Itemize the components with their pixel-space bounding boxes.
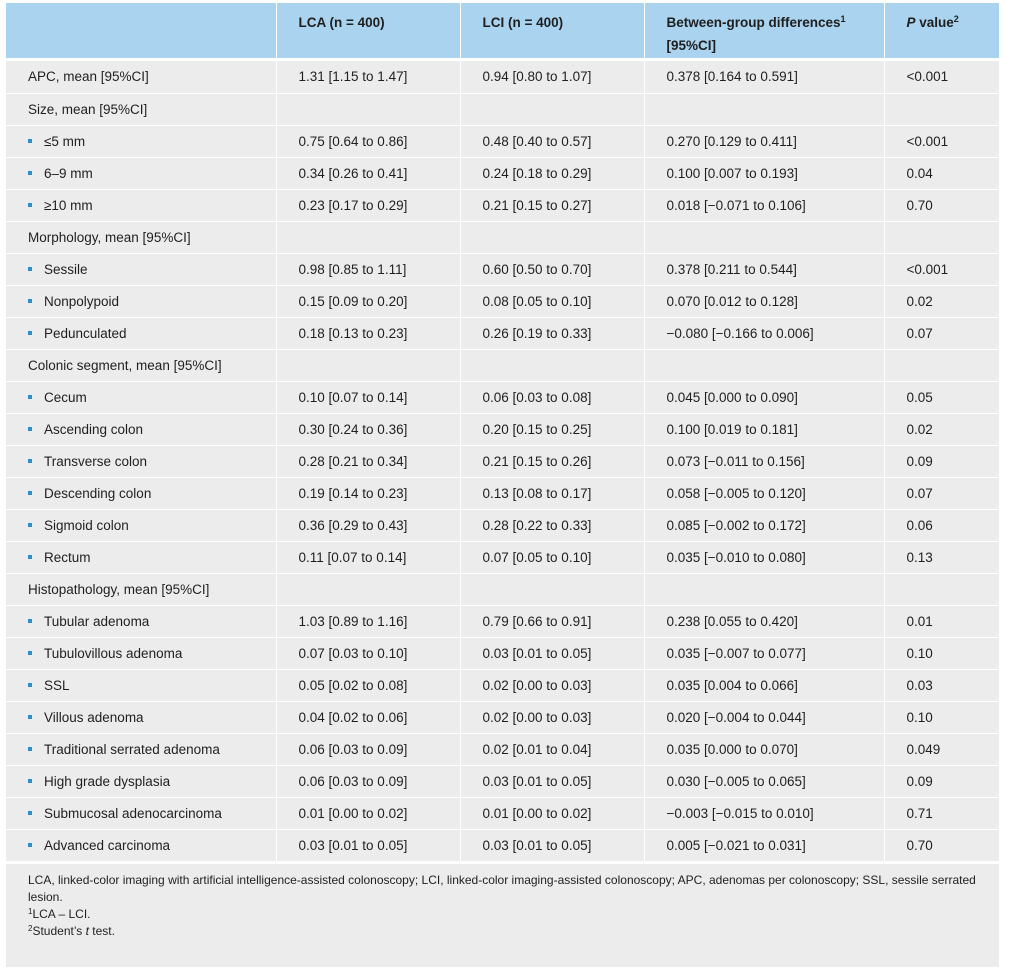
header-p-rest: value	[915, 15, 954, 30]
lci-value: 0.94 [0.80 to 1.07]	[460, 59, 644, 93]
between-group-difference: 0.020 [−0.004 to 0.044]	[644, 701, 884, 733]
p-value: 0.01	[884, 605, 999, 637]
header-group	[6, 3, 276, 59]
lca-value: 0.34 [0.26 to 0.41]	[276, 157, 460, 189]
lci-value: 0.24 [0.18 to 0.29]	[460, 157, 644, 189]
table-row	[6, 541, 999, 573]
header-p-letter: P	[906, 15, 916, 30]
row-label: Cecum	[44, 389, 87, 405]
table-row	[6, 733, 999, 765]
lci-value: 0.79 [0.66 to 0.91]	[460, 605, 644, 637]
between-group-difference: 0.058 [−0.005 to 0.120]	[644, 477, 884, 509]
lci-value: 0.21 [0.15 to 0.27]	[460, 189, 644, 221]
row-label-cell	[6, 477, 276, 509]
row-label-cell	[6, 829, 276, 861]
empty-cell	[884, 349, 999, 381]
bullet-icon	[28, 523, 32, 527]
empty-cell	[884, 93, 999, 125]
table-row	[6, 253, 999, 285]
row-label: Descending colon	[44, 485, 152, 501]
header-lci: LCI (n = 400)	[460, 3, 644, 59]
empty-cell	[460, 349, 644, 381]
section-label: Morphology, mean [95%CI]	[6, 221, 276, 253]
section-row	[6, 349, 999, 381]
empty-cell	[884, 221, 999, 253]
bullet-icon	[28, 459, 32, 463]
header-diff-line2: [95%CI]	[666, 38, 717, 53]
table-row	[6, 797, 999, 829]
bullet-icon	[28, 395, 32, 399]
row-label-cell	[6, 253, 276, 285]
footnote-1-marker: 1	[28, 907, 33, 916]
row-label-cell	[6, 637, 276, 669]
between-group-difference: 0.035 [0.004 to 0.066]	[644, 669, 884, 701]
row-label: APC, mean [95%CI]	[28, 69, 149, 84]
header-between-group-differences	[644, 3, 884, 59]
row-label-cell	[6, 733, 276, 765]
p-value: 0.09	[884, 445, 999, 477]
bullet-icon	[28, 811, 32, 815]
section-label: Size, mean [95%CI]	[6, 93, 276, 125]
lca-value: 1.31 [1.15 to 1.47]	[276, 59, 460, 93]
lca-value: 0.10 [0.07 to 0.14]	[276, 381, 460, 413]
row-label: SSL	[44, 677, 70, 693]
table-row	[6, 509, 999, 541]
row-label-cell	[6, 605, 276, 637]
lca-value: 0.01 [0.00 to 0.02]	[276, 797, 460, 829]
p-value: 0.10	[884, 701, 999, 733]
lci-value: 0.07 [0.05 to 0.10]	[460, 541, 644, 573]
row-label-cell	[6, 189, 276, 221]
lca-value: 0.04 [0.02 to 0.06]	[276, 701, 460, 733]
table-row	[6, 765, 999, 797]
lci-value: 0.03 [0.01 to 0.05]	[460, 829, 644, 861]
footnote-1-text: LCA – LCI.	[32, 907, 91, 921]
row-label: Rectum	[44, 549, 91, 565]
lci-value: 0.02 [0.00 to 0.03]	[460, 701, 644, 733]
row-label-cell	[6, 125, 276, 157]
header-diff-footnote-marker: 1	[840, 14, 846, 24]
table-row	[6, 701, 999, 733]
row-label: Tubular adenoma	[44, 613, 150, 629]
p-value: 0.07	[884, 317, 999, 349]
lca-value: 0.07 [0.03 to 0.10]	[276, 637, 460, 669]
p-value: <0.001	[884, 253, 999, 285]
lci-value: 0.02 [0.00 to 0.03]	[460, 669, 644, 701]
between-group-difference: 0.030 [−0.005 to 0.065]	[644, 765, 884, 797]
table-header	[6, 3, 999, 59]
between-group-difference: 0.070 [0.012 to 0.128]	[644, 285, 884, 317]
row-label: Tubulovillous adenoma	[44, 645, 183, 661]
empty-cell	[460, 221, 644, 253]
between-group-difference: 0.378 [0.211 to 0.544]	[644, 253, 884, 285]
between-group-difference: 0.378 [0.164 to 0.591]	[644, 59, 884, 93]
row-label-cell	[6, 157, 276, 189]
empty-cell	[644, 221, 884, 253]
bullet-icon	[28, 651, 32, 655]
footnote-2-marker: 2	[28, 924, 33, 933]
table-row	[6, 445, 999, 477]
lca-value: 0.06 [0.03 to 0.09]	[276, 733, 460, 765]
bullet-icon	[28, 491, 32, 495]
row-label: Sigmoid colon	[44, 517, 129, 533]
lci-value: 0.08 [0.05 to 0.10]	[460, 285, 644, 317]
lci-value: 0.26 [0.19 to 0.33]	[460, 317, 644, 349]
footnote-1	[28, 906, 977, 923]
p-value: 0.71	[884, 797, 999, 829]
row-label-cell	[6, 285, 276, 317]
footnote-2-post: test.	[88, 924, 115, 938]
row-label-cell	[6, 317, 276, 349]
lca-value: 0.15 [0.09 to 0.20]	[276, 285, 460, 317]
between-group-difference: 0.238 [0.055 to 0.420]	[644, 605, 884, 637]
lci-value: 0.01 [0.00 to 0.02]	[460, 797, 644, 829]
header-row	[6, 3, 999, 59]
between-group-difference: 0.085 [−0.002 to 0.172]	[644, 509, 884, 541]
lci-value: 0.13 [0.08 to 0.17]	[460, 477, 644, 509]
lca-value: 0.98 [0.85 to 1.11]	[276, 253, 460, 285]
p-value: <0.001	[884, 125, 999, 157]
lci-value: 0.48 [0.40 to 0.57]	[460, 125, 644, 157]
between-group-difference: 0.005 [−0.021 to 0.031]	[644, 829, 884, 861]
table-row	[6, 477, 999, 509]
row-label: Submucosal adenocarcinoma	[44, 805, 222, 821]
lca-value: 0.30 [0.24 to 0.36]	[276, 413, 460, 445]
table-row	[6, 637, 999, 669]
empty-cell	[644, 93, 884, 125]
row-label: ≥10 mm	[44, 197, 93, 213]
between-group-difference: 0.100 [0.019 to 0.181]	[644, 413, 884, 445]
lca-value: 0.06 [0.03 to 0.09]	[276, 765, 460, 797]
p-value: 0.03	[884, 669, 999, 701]
p-value: 0.06	[884, 509, 999, 541]
row-label: Nonpolypoid	[44, 293, 120, 309]
p-value: 0.09	[884, 765, 999, 797]
empty-cell	[884, 573, 999, 605]
row-label: High grade dysplasia	[44, 773, 171, 789]
lci-value: 0.21 [0.15 to 0.26]	[460, 445, 644, 477]
header-p-value	[884, 3, 999, 59]
section-label: Histopathology, mean [95%CI]	[6, 573, 276, 605]
lci-value: 0.60 [0.50 to 0.70]	[460, 253, 644, 285]
bullet-icon	[28, 619, 32, 623]
bullet-icon	[28, 267, 32, 271]
table-row	[6, 59, 999, 93]
results-table-container	[6, 3, 999, 967]
table-body	[6, 59, 999, 861]
lci-value: 0.28 [0.22 to 0.33]	[460, 509, 644, 541]
bullet-icon	[28, 715, 32, 719]
footnote-2-pre: Student’s	[32, 924, 86, 938]
between-group-difference: 0.035 [−0.007 to 0.077]	[644, 637, 884, 669]
p-value: 0.70	[884, 189, 999, 221]
empty-cell	[276, 349, 460, 381]
bullet-icon	[28, 427, 32, 431]
lca-value: 0.11 [0.07 to 0.14]	[276, 541, 460, 573]
empty-cell	[276, 573, 460, 605]
p-value: <0.001	[884, 59, 999, 93]
bullet-icon	[28, 139, 32, 143]
table-row	[6, 285, 999, 317]
empty-cell	[460, 573, 644, 605]
row-label: Villous adenoma	[44, 709, 144, 725]
bullet-icon	[28, 203, 32, 207]
row-label-cell	[6, 509, 276, 541]
row-label-cell	[6, 701, 276, 733]
lca-value: 0.03 [0.01 to 0.05]	[276, 829, 460, 861]
row-label-cell	[6, 669, 276, 701]
bullet-icon	[28, 331, 32, 335]
row-label: Traditional serrated adenoma	[44, 741, 220, 757]
row-label-cell	[6, 541, 276, 573]
section-row	[6, 573, 999, 605]
lca-value: 0.05 [0.02 to 0.08]	[276, 669, 460, 701]
p-value: 0.05	[884, 381, 999, 413]
p-value: 0.13	[884, 541, 999, 573]
header-lca: LCA (n = 400)	[276, 3, 460, 59]
section-row	[6, 93, 999, 125]
between-group-difference: 0.035 [−0.010 to 0.080]	[644, 541, 884, 573]
p-value: 0.02	[884, 413, 999, 445]
empty-cell	[276, 93, 460, 125]
bullet-icon	[28, 683, 32, 687]
bullet-icon	[28, 843, 32, 847]
lci-value: 0.02 [0.01 to 0.04]	[460, 733, 644, 765]
p-value: 0.04	[884, 157, 999, 189]
row-label-cell	[6, 797, 276, 829]
table-row	[6, 381, 999, 413]
lca-value: 0.18 [0.13 to 0.23]	[276, 317, 460, 349]
p-value: 0.049	[884, 733, 999, 765]
results-table	[6, 3, 999, 861]
between-group-difference: 0.045 [0.000 to 0.090]	[644, 381, 884, 413]
table-row	[6, 413, 999, 445]
row-label: 6–9 mm	[44, 165, 93, 181]
empty-cell	[644, 349, 884, 381]
lci-value: 0.03 [0.01 to 0.05]	[460, 637, 644, 669]
bullet-icon	[28, 171, 32, 175]
table-row	[6, 157, 999, 189]
p-value: 0.70	[884, 829, 999, 861]
footnote-abbreviations: LCA, linked-color imaging with artificial intelligence-assisted colonoscopy; LCI, linked-color imaging-assisted colonoscopy; APC, adenomas per colonoscopy; SSL, sessile serrated lesion.	[28, 873, 976, 904]
lca-value: 0.19 [0.14 to 0.23]	[276, 477, 460, 509]
table-row	[6, 317, 999, 349]
bullet-icon	[28, 555, 32, 559]
lca-value: 1.03 [0.89 to 1.16]	[276, 605, 460, 637]
between-group-difference: 0.100 [0.007 to 0.193]	[644, 157, 884, 189]
p-value: 0.02	[884, 285, 999, 317]
lca-value: 0.28 [0.21 to 0.34]	[276, 445, 460, 477]
row-label: Advanced carcinoma	[44, 837, 171, 853]
lci-value: 0.03 [0.01 to 0.05]	[460, 765, 644, 797]
between-group-difference: −0.003 [−0.015 to 0.010]	[644, 797, 884, 829]
row-label-cell	[6, 445, 276, 477]
bullet-icon	[28, 779, 32, 783]
lca-value: 0.36 [0.29 to 0.43]	[276, 509, 460, 541]
section-label: Colonic segment, mean [95%CI]	[6, 349, 276, 381]
table-footnotes	[6, 861, 999, 940]
footnote-2-italic: t	[85, 924, 89, 938]
lci-value: 0.20 [0.15 to 0.25]	[460, 413, 644, 445]
row-label-cell	[6, 765, 276, 797]
bullet-icon	[28, 747, 32, 751]
row-label: Pedunculated	[44, 325, 127, 341]
row-label-cell	[6, 413, 276, 445]
between-group-difference: 0.018 [−0.071 to 0.106]	[644, 189, 884, 221]
table-row	[6, 189, 999, 221]
table-row	[6, 605, 999, 637]
row-label-cell	[6, 381, 276, 413]
row-label: Ascending colon	[44, 421, 144, 437]
between-group-difference: −0.080 [−0.166 to 0.006]	[644, 317, 884, 349]
table-row	[6, 829, 999, 861]
empty-cell	[276, 221, 460, 253]
between-group-difference: 0.035 [0.000 to 0.070]	[644, 733, 884, 765]
between-group-difference: 0.270 [0.129 to 0.411]	[644, 125, 884, 157]
lca-value: 0.75 [0.64 to 0.86]	[276, 125, 460, 157]
bullet-icon	[28, 299, 32, 303]
between-group-difference: 0.073 [−0.011 to 0.156]	[644, 445, 884, 477]
header-p-footnote-marker: 2	[953, 14, 959, 24]
lca-value: 0.23 [0.17 to 0.29]	[276, 189, 460, 221]
table-row	[6, 669, 999, 701]
row-label: Transverse colon	[44, 453, 148, 469]
table-row	[6, 125, 999, 157]
header-diff-line1: Between-group differences	[666, 15, 841, 30]
section-row	[6, 221, 999, 253]
lci-value: 0.06 [0.03 to 0.08]	[460, 381, 644, 413]
empty-cell	[460, 93, 644, 125]
footnote-2	[28, 923, 977, 940]
row-label: Sessile	[44, 261, 88, 277]
row-label: ≤5 mm	[44, 133, 86, 149]
empty-cell	[644, 573, 884, 605]
p-value: 0.07	[884, 477, 999, 509]
p-value: 0.10	[884, 637, 999, 669]
row-label-cell	[6, 59, 276, 93]
